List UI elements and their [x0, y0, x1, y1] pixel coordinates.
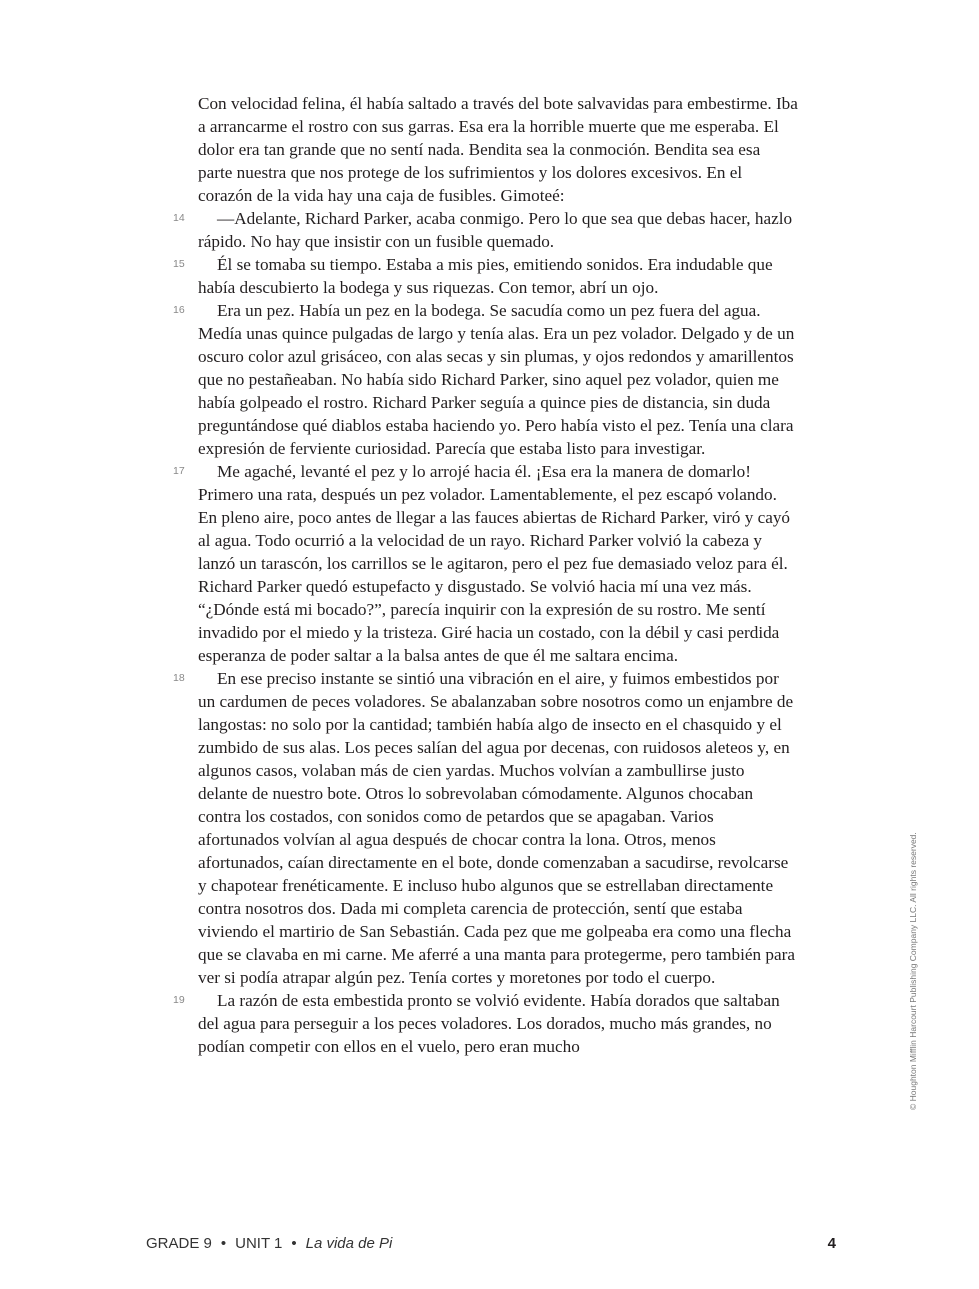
paragraph: [173, 667, 798, 989]
paragraph-text: En ese preciso instante se sintió una vibración en el aire, y fuimos embestidos por un cardumen de peces voladores. Se abalanzaban sobre nosotros como un enjambre de langostas: no solo por la cantidad; también había algo de insecto en el chasquido y el zumbido de sus alas. Los peces salían del agua por decenas, con ruidosos aleteos y, en algunos casos, volaban más de cien yardas. Muchos volvían a zambullirse justo delante de nuestro bote. Otros lo sobrevolaban cómodamente. Algunos chocaban contra los costados, con sonidos como de petardos que se apagaban. Varios afortunados volvían al agua después de chocar contra la lona. Otros, menos afortunados, caían directamente en el bote, donde comenzaban a sacudirse, revolcarse y chapotear frenéticamente. E incluso hubo algunos que se estrellaban directamente contra nosotros dos. Dada mi completa carencia de protección, sentí que estaba viviendo el martirio de San Sebastián. Cada pez que me golpeaba era como una flecha que se clavaba en mi carne. Me aferré a una manta para protegerme, pero también para ver si podía atrapar algún pez. Tenía cortes y moretones por todo el cuerpo.: [198, 669, 795, 987]
paragraph-number: 19: [173, 994, 185, 1006]
paragraph-text: Me agaché, levanté el pez y lo arrojé hacia él. ¡Esa era la manera de domarlo! Primero una rata, después un pez volador. Lamentablemente, el pez escapó volando. En pleno aire, poco antes de llegar a las fauces abiertas de Richard Parker, viró y cayó al agua. Todo ocurrió a la velocidad de un rayo. Richard Parker volvió la cabeza y lanzó un tarascón, los carrillos se le agitaron, pero el pez fue demasiado veloz para él. Richard Parker quedó estupefacto y disgustado. Se volvió hacia mí una vez más. “¿Dónde está mi bocado?”, parecía inquirir con la expresión de su rostro. Me sentí invadido por el miedo y la tristeza. Giré hacia un costado, con la débil y casi perdida esperanza de poder saltar a la balsa antes de que él me saltara encima.: [198, 462, 791, 665]
bullet-separator: •: [220, 1235, 227, 1252]
paragraph: [173, 253, 798, 299]
copyright-notice: © Houghton Mifflin Harcourt Publishing Company LLC. All rights reserved.: [908, 832, 918, 1110]
footer-grade: GRADE 9: [146, 1235, 212, 1252]
body-text: [173, 92, 798, 1058]
paragraph: [173, 207, 798, 253]
paragraph: [198, 92, 798, 207]
paragraph-number: 17: [173, 465, 185, 477]
paragraph-number: 15: [173, 258, 185, 270]
paragraph-number: 16: [173, 304, 185, 316]
paragraph-number: 14: [173, 212, 185, 224]
paragraph-text: —Adelante, Richard Parker, acaba conmigo. Pero lo que sea que debas hacer, hazlo rápido. No hay que insistir con un fusible quemado.: [198, 209, 793, 251]
page-footer: [146, 1234, 836, 1254]
footer-course-info: [146, 1235, 392, 1252]
paragraph-number: 18: [173, 672, 185, 684]
paragraph-text: Él se tomaba su tiempo. Estaba a mis pies, emitiendo sonidos. Era indudable que había descubierto la bodega y sus riquezas. Con temor, abrí un ojo.: [198, 255, 773, 297]
page-number: 4: [827, 1235, 836, 1252]
paragraph-text: Era un pez. Había un pez en la bodega. Se sacudía como un pez fuera del agua. Medía unas quince pulgadas de largo y tenía alas. Era un pez volador. Delgado y de un oscuro color azul grisáceo, con alas secas y sin plumas, y ojos redondos y amarillentos que no pestañeaban. No había sido Richard Parker, sino aquel pez volador, quien me había golpeado el rostro. Richard Parker seguía a quince pies de distancia, sin duda preguntándose qué diablos estaba haciendo yo. Pero había visto el pez. Tenía una clara expresión de ferviente curiosidad. Parecía que estaba listo para investigar.: [198, 301, 795, 458]
footer-title: La vida de Pi: [305, 1235, 393, 1252]
footer-unit: UNIT 1: [235, 1235, 283, 1252]
bullet-separator: •: [291, 1235, 297, 1252]
paragraph: [173, 989, 798, 1058]
paragraph: [173, 460, 798, 667]
paragraph-text: Con velocidad felina, él había saltado a través del bote salvavidas para embestirme. Iba a arrancarme el rostro con sus garras. Esa era la horrible muerte que me esperaba. El dolor era tan grande que no sentí nada. Bendita sea la conmoción. Bendita sea esa parte nuestra que nos protege de los sufrimientos y los dolores excesivos. En el corazón de la vida hay una caja de fusibles. Gimoteé:: [198, 94, 798, 205]
paragraph-text: La razón de esta embestida pronto se volvió evidente. Había dorados que saltaban del agua para perseguir a los peces voladores. Los dorados, mucho más grandes, no podían competir con ellos en el vuelo, pero eran mucho: [198, 991, 780, 1056]
paragraph: [173, 299, 798, 460]
